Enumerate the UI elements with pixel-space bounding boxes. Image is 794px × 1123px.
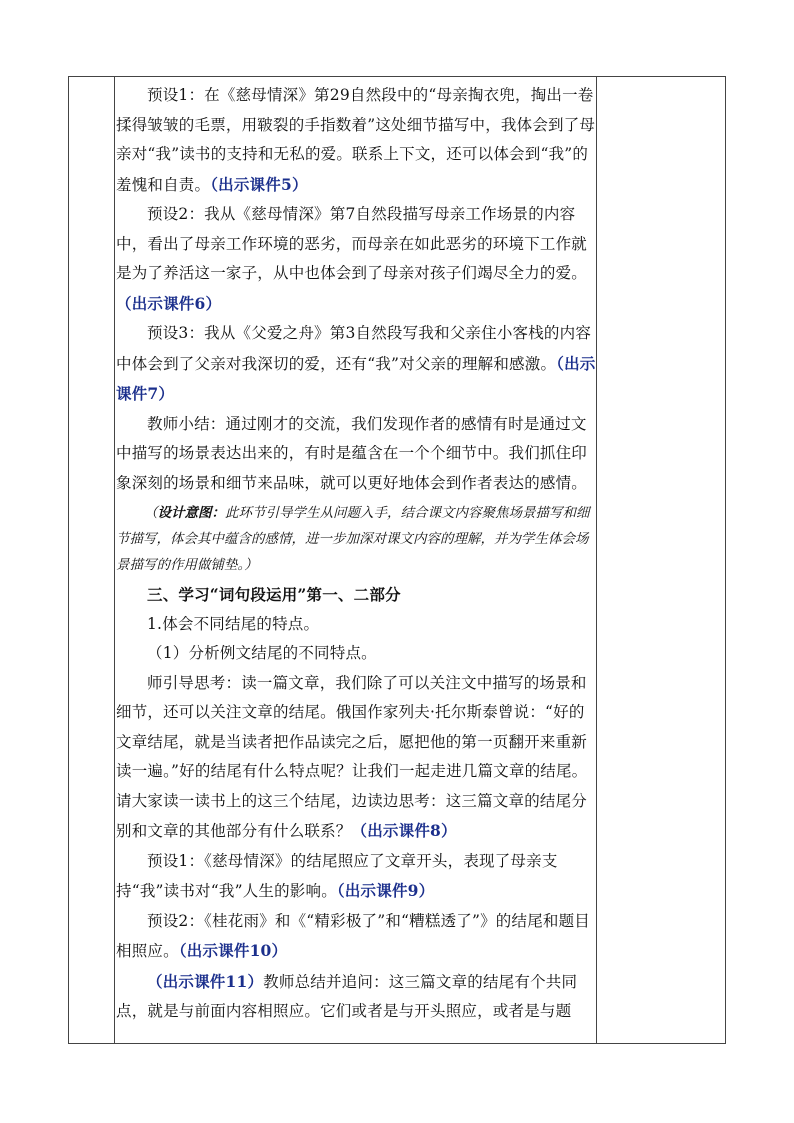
section-3-heading: 三、学习“词句段运用”第一、二部分 — [147, 585, 401, 604]
preset-1-paragraph: 预设1：在《慈母情深》第29自然段中的“母亲掏衣兜，掏出一卷揉得皱皱的毛票，用皲裂的手指数着”这处细节描写中，我体会到了母亲对“我”读书的支持和无私的爱。联系上下文，还可以体会到“我”的羞愧和自责。（出示课件5） — [116, 86, 596, 194]
teacher-guide-paragraph: 师引导思考：读一篇文章，我们除了可以关注文中描写的场景和细节，还可以关注文章的结尾。俄国作家列夫·托尔斯泰曾说：“好的文章结尾，就是当读者把作品读完之后，愿把他的第一页翻开来重新读一遍。”好的结尾有什么特点呢？让我们一起走进几篇文章的结尾。请大家读一读书上的这三个结尾，边读边思考：这三篇文章的结尾分别和文章的其他部分有什么联系？（出示课件8） — [116, 673, 588, 840]
teacher-summary-paragraph: 教师小结：通过刚才的交流，我们发现作者的感情有时是通过文中描写的场景表达出来的，有时是蕴含在一个个细节中。我们抓住印象深刻的场景和细节来品味，就可以更好地体会到作者表达的感情。 — [116, 414, 588, 492]
teacher-conclusion-paragraph: （出示课件11）教师总结并追问：这三篇文章的结尾有个共同点，就是与前面内容相照应。它们或者是与开头照应，或者是与题 — [116, 971, 578, 1020]
ending-preset-2-paragraph: 预设2：《桂花雨》和《“精彩极了”和“糟糕透了”》的结尾和题目相照应。（出示课件10） — [116, 911, 591, 960]
design-intent-label: 设计意图： — [157, 505, 225, 521]
section-3-subheading-2: （1）分析例文结尾的不同特点。 — [147, 644, 377, 662]
ending-preset-1-paragraph: 预设1：《慈母情深》的结尾照应了文章开头，表现了母亲支持“我”读书对“我”人生的影响。（出示课件9） — [116, 851, 558, 900]
section-3-subheading-1: 1.体会不同结尾的特点。 — [147, 614, 320, 633]
preset-3-paragraph: 预设3：我从《父爱之舟》第3自然段写我和父亲住小客栈的内容中体会到了父亲对我深切的爱，还有“我”对父亲的理解和感激。（出示课件7） — [116, 324, 596, 403]
courseware-cue: （出示课件9） — [336, 881, 435, 900]
courseware-cue: （出示课件7） — [116, 353, 596, 403]
design-intent-note: （设计意图：此环节引导学生从问题入手，结合课文内容聚焦场景描写和细节描写，体会其中蕴含的感情，进一步加深对课文内容的理解，并为学生体会场景描写的作用做铺垫。） — [116, 505, 590, 573]
preset-2-paragraph: 预设2：我从《慈母情深》第7自然段描写母亲工作场景的内容中，看出了母亲工作环境的恶劣，而母亲在如此恶劣的环境下工作就是为了养活这一家子，从中也体会到了母亲对孩子们竭尽全力的爱。（出示课件6） — [116, 205, 588, 313]
courseware-cue: （出示课件10） — [178, 941, 288, 960]
lesson-content-cell — [116, 81, 596, 1027]
courseware-cue: （出示课件6） — [116, 293, 222, 313]
column-divider-left — [114, 77, 115, 1043]
lesson-table — [68, 76, 726, 1044]
courseware-cue: （出示课件8） — [351, 821, 457, 840]
courseware-cue: （出示课件11） — [147, 971, 264, 991]
courseware-cue: （出示课件5） — [210, 174, 308, 194]
column-divider-right — [596, 77, 597, 1043]
